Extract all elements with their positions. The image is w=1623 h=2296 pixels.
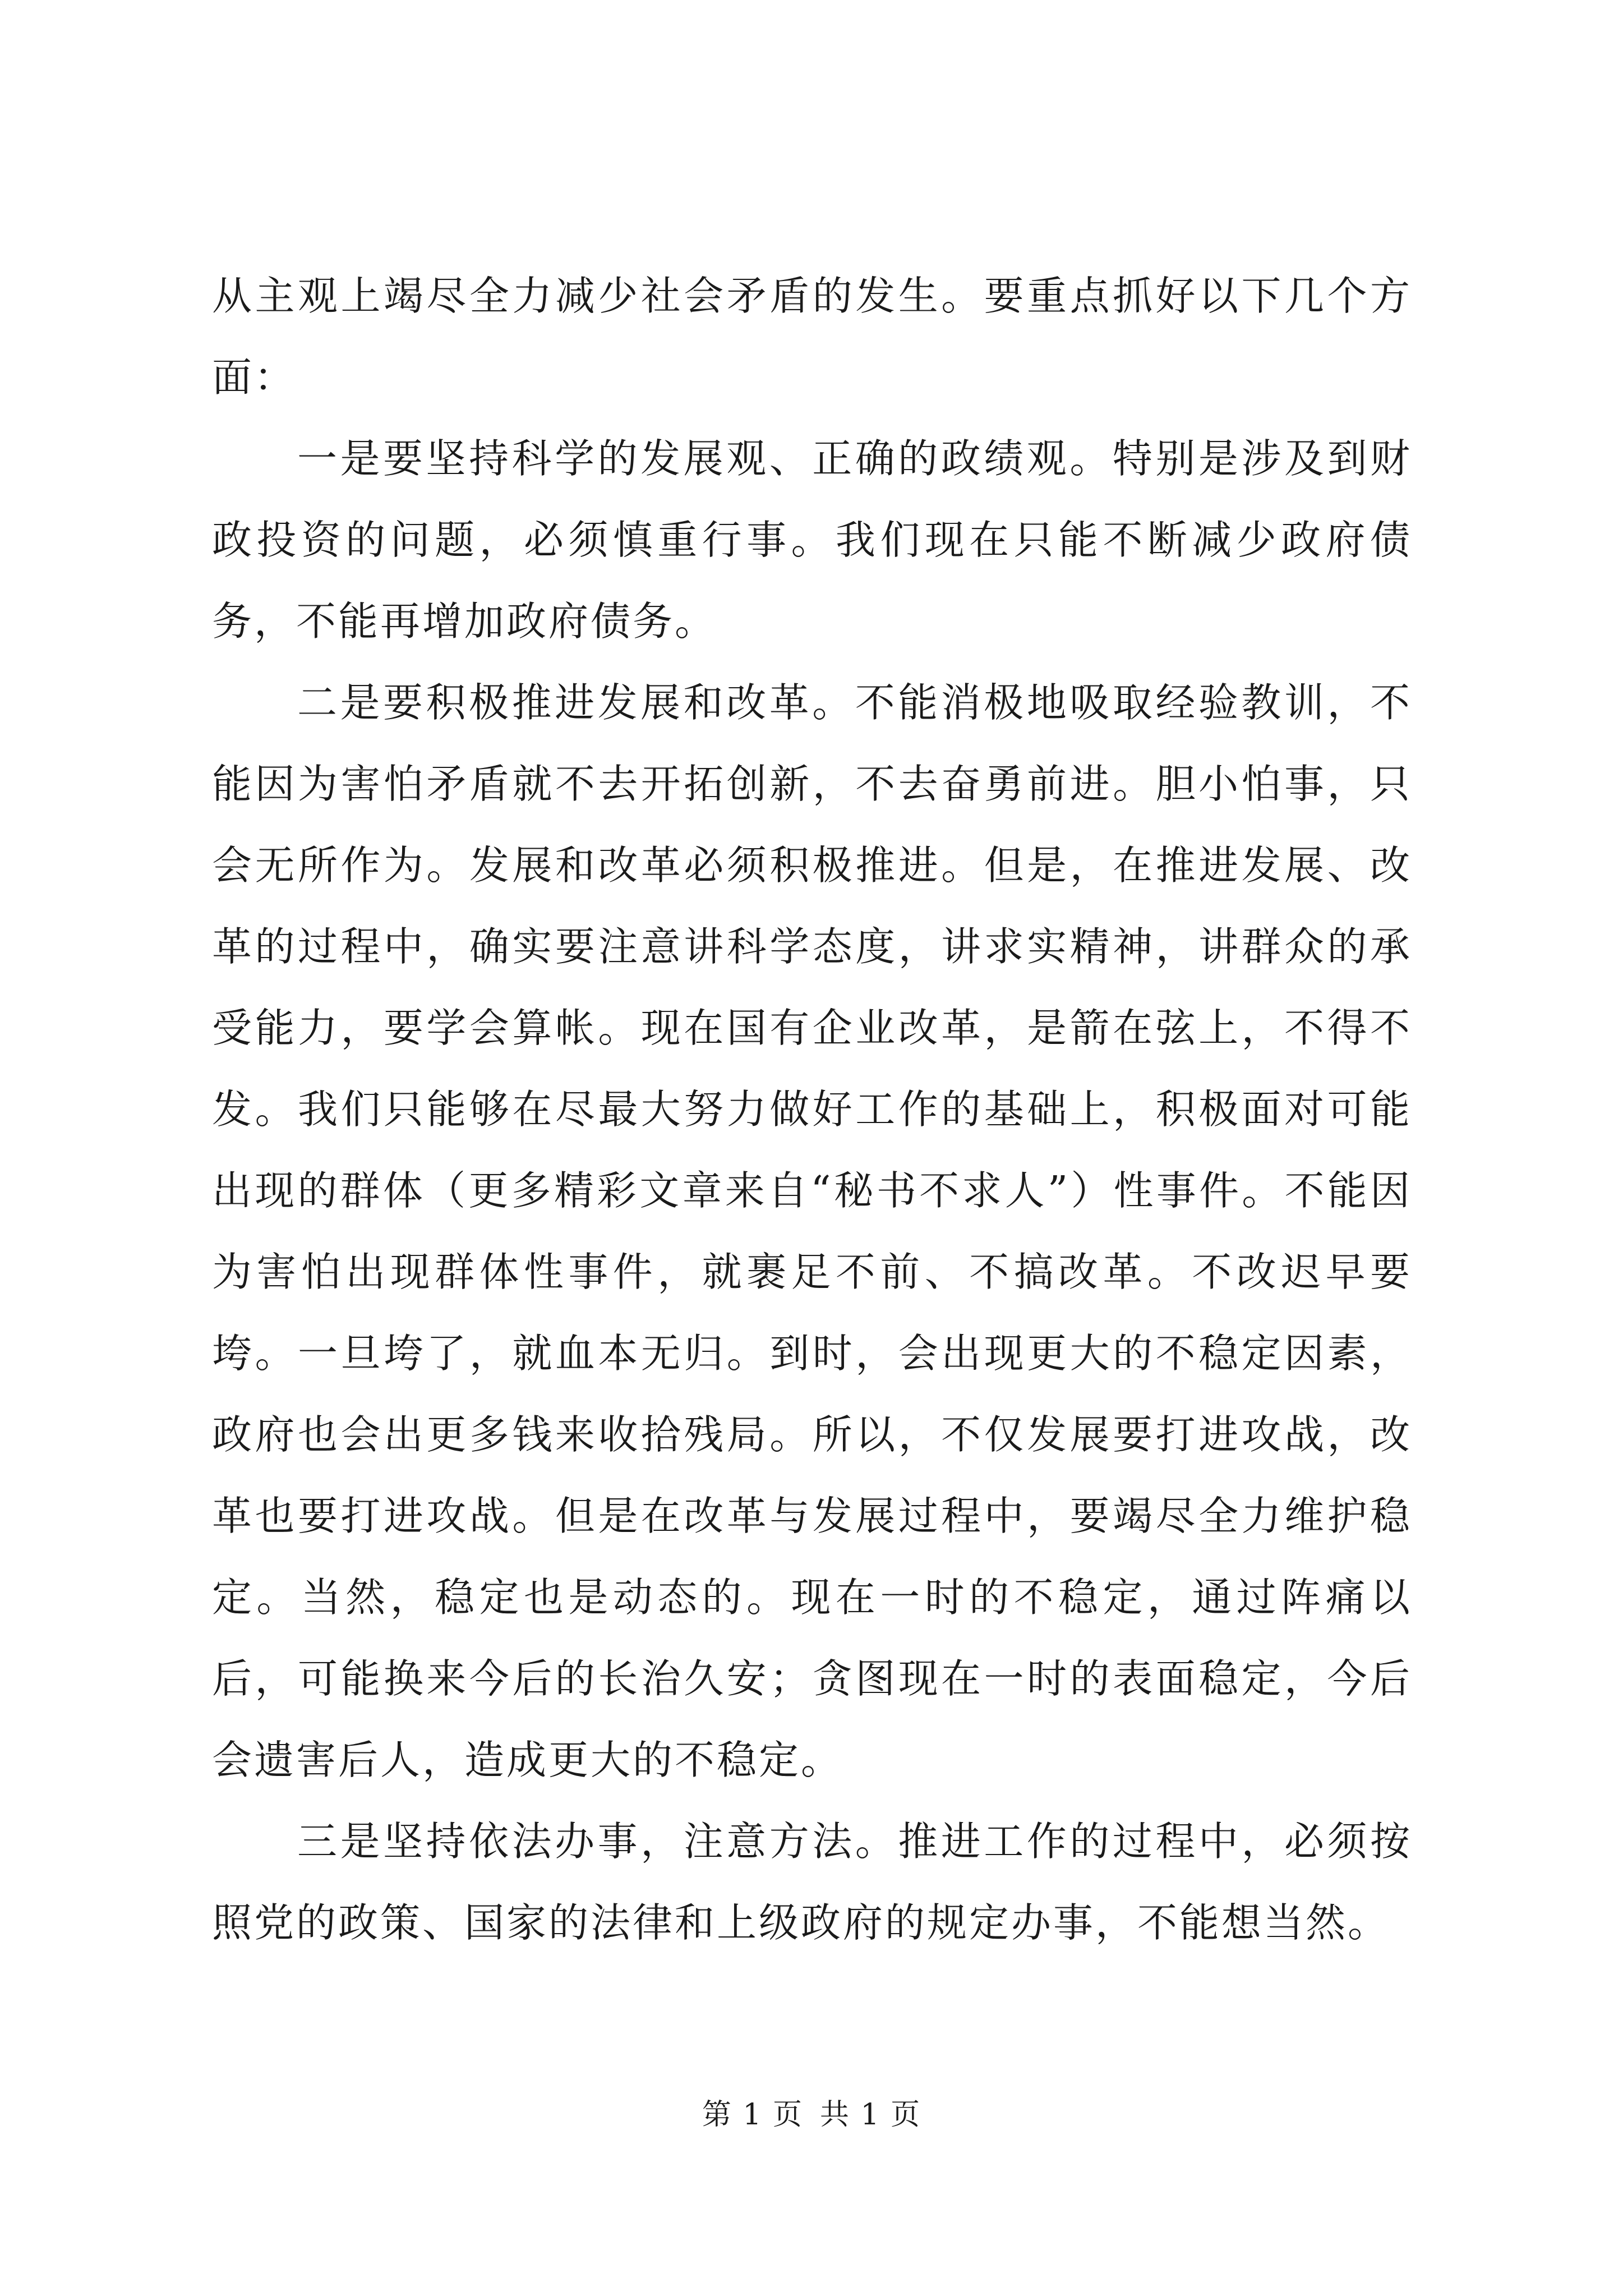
page-footer <box>0 2095 1623 2134</box>
paragraph-point-two: 二是要积极推进发展和改革。不能消极地吸取经验教训，不能因为害怕矛盾就不去开拓创新，不去奋勇前进。胆小怕事，只会无所作为。发展和改革必须积极推进。但是，在推进发展、改革的过程中，确实要注意讲科学态度，讲求实精神，讲群众的承受能力，要学会算帐。现在国有企业改革，是箭在弦上，不得不发。我们只能够在尽最大努力做好工作的基础上，积极面对可能出现的群体（更多精彩文章来自“秘书不求人”）性事件。不能因为害怕出现群体性事件，就裹足不前、不搞改革。不改迟早要垮。一旦垮了，就血本无归。到时，会出现更大的不稳定因素，政府也会出更多钱来收拾残局。所以，不仅发展要打进攻战，改革也要打进攻战。但是在改革与发展过程中，要竭尽全力维护稳定。当然，稳定也是动态的。现在一时的不稳定，通过阵痛以后，可能换来今后的长治久安；贪图现在一时的表面稳定，今后会遗害后人，造成更大的不稳定。 <box>212 679 1412 1783</box>
paragraph-point-three: 三是坚持依法办事，注意方法。推进工作的过程中，必须按照党的政策、国家的法律和上级政府的规定办事，不能想当然。 <box>212 1818 1412 1946</box>
page-number-total: 共 1 页 <box>820 2098 921 2132</box>
paragraph-intro: 从主观上竭尽全力减少社会矛盾的发生。要重点抓好以下几个方面： <box>212 273 1412 401</box>
paragraph-point-one: 一是要坚持科学的发展观、正确的政绩观。特别是涉及到财政投资的问题，必须慎重行事。我们现在只能不断减少政府债务，不能再增加政府债务。 <box>212 435 1412 645</box>
document-body <box>212 255 1412 1963</box>
page-number-current: 第 1 页 <box>702 2098 803 2132</box>
